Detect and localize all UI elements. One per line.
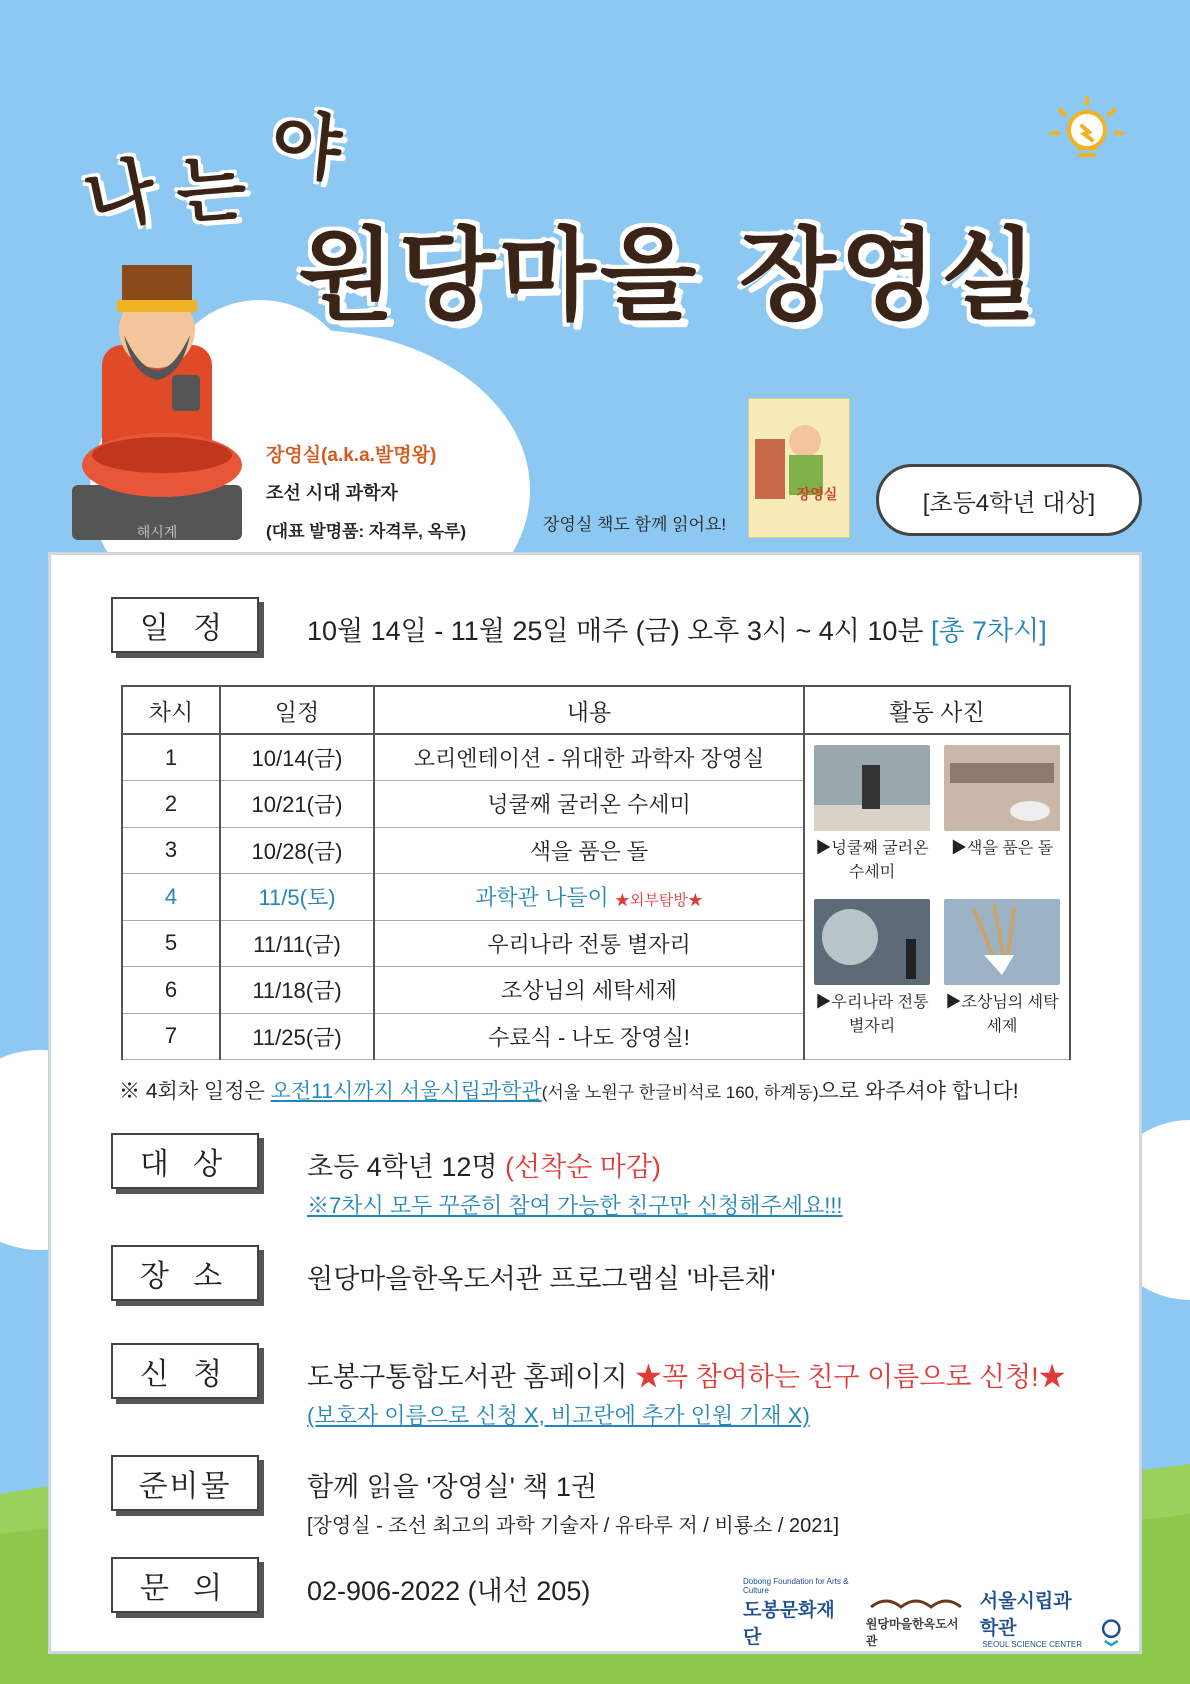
dobong-logo: Dobong Foundation for Arts & Culture 도봉문화재단	[743, 1577, 849, 1648]
wondang-roof-icon	[866, 1593, 966, 1615]
schedule-table	[121, 685, 1071, 1060]
table-row: 1 10/14(금) 오리엔테이션 - 위대한 과학자 장영실 ▶넝쿨째 굴러온 수세미 ▶색을 품은 돌 ▶우리나라 전통 별자리 ▶조상님의 세탁세제	[122, 734, 1070, 781]
photo-caption: ▶넝쿨째 굴러온 수세미	[815, 840, 929, 881]
pedestal-label: 해시계	[136, 525, 178, 541]
table-row: 5 11/11(금) 우리나라 전통 별자리	[122, 920, 1070, 967]
schedule-footnote: ※ 4회차 일정은 오전11시까지 서울시립과학관(서울 노원구 한글비석로 160, 하계동)으로 와주셔야 합니다!	[119, 1080, 1019, 1103]
jang-yeong-sil-illustration	[62, 255, 262, 555]
contact-text: 02-906-2022 (내선 205)	[307, 1576, 591, 1606]
table-row: 6 11/18(금) 조상님의 세탁세제	[122, 967, 1070, 1014]
character-role: 조선 시대 과학자	[266, 483, 398, 503]
table-row: 4 11/5(토) 과학관 나들이 ★외부탐방★	[122, 874, 1070, 921]
apply-text: 도봉구통합도서관 홈페이지 ★꼭 참여하는 친구 이름으로 신청!★	[307, 1362, 1066, 1392]
lightbulb-icon	[1042, 88, 1132, 178]
place-label: 장 소	[111, 1245, 259, 1301]
schedule-total: [총 7차시]	[930, 616, 1047, 646]
page-title: 원당마을 장영실	[298, 217, 1042, 334]
contact-label: 문 의	[111, 1557, 259, 1613]
table-row: 7 11/25(금) 수료식 - 나도 장영실!	[122, 1013, 1070, 1060]
table-row: 3 10/28(금) 색을 품은 돌	[122, 827, 1070, 874]
materials-text: 함께 읽을 '장영실' 책 1권	[307, 1472, 598, 1502]
materials-label: 준비물	[111, 1455, 259, 1511]
photo-detergent	[944, 899, 1060, 985]
science-center-logo: 서울시립과학관 SEOUL SCIENCE CENTER	[979, 1591, 1083, 1649]
photo-caption: ▶색을 품은 돌	[950, 840, 1054, 857]
photo-caption: ▶조상님의 세탁세제	[945, 994, 1059, 1035]
info-card	[48, 552, 1142, 1654]
character-name: 장영실(a.k.a.발명왕)	[266, 445, 437, 466]
photo-constellation	[814, 899, 930, 985]
character-info	[266, 440, 466, 554]
audience-note: ※7차시 모두 꾸준히 참여 가능한 친구만 신청해주세요!!!	[307, 1193, 843, 1218]
wondang-logo: 원당마을한옥도서관	[866, 1593, 966, 1649]
apply-highlight: ★꼭 참여하는 친구 이름으로 신청!★	[635, 1362, 1066, 1392]
col-header-photos: 활동 사진	[804, 686, 1070, 734]
book-caption: 장영실 책도 함께 읽어요!	[543, 515, 727, 534]
materials-sub: [장영실 - 조선 최고의 과학 기술자 / 유타루 저 / 비룡소 / 2021]	[307, 1515, 840, 1537]
target-badge: [초등4학년 대상]	[876, 464, 1142, 536]
apply-note: (보호자 이름으로 신청 X, 비고란에 추가 인원 기재 X)	[307, 1403, 810, 1428]
field-trip-tag: ★외부탐방★	[614, 892, 703, 910]
science-center-emblem-icon	[1099, 1615, 1123, 1649]
book-cover	[748, 398, 850, 538]
character-inventions: (대표 발명품: 자격루, 옥루)	[266, 522, 467, 541]
book-cover-illustration	[749, 399, 849, 537]
first-come-badge: (선착순 마감)	[504, 1152, 661, 1182]
photo-loofah	[814, 745, 930, 831]
schedule-text: 10월 14일 - 11월 25일 매주 (금) 오후 3시 ~ 4시 10분 [총 7차시]	[307, 616, 1047, 646]
table-row: 2 10/21(금) 넝쿨째 굴러온 수세미	[122, 781, 1070, 828]
title-small: 나 는 야	[77, 100, 346, 244]
apply-label: 신 청	[111, 1343, 259, 1399]
photo-stone-pigment	[944, 745, 1060, 831]
col-header-date: 일정	[220, 686, 374, 734]
place-text: 원당마을한옥도서관 프로그램실 '바른채'	[307, 1264, 776, 1294]
col-header-content: 내용	[374, 686, 804, 734]
photo-caption: ▶우리나라 전통 별자리	[815, 994, 929, 1035]
schedule-label: 일 정	[111, 597, 259, 653]
sponsor-logos	[743, 1577, 1123, 1649]
science-center-link[interactable]: 오전11시까지 서울시립과학관	[270, 1080, 542, 1103]
audience-text: 초등 4학년 12명 (선착순 마감)	[307, 1152, 661, 1182]
activity-photos	[804, 734, 1070, 1060]
col-header-session: 차시	[122, 686, 220, 734]
audience-label: 대 상	[111, 1133, 259, 1189]
book-title: 장영실	[796, 487, 838, 503]
